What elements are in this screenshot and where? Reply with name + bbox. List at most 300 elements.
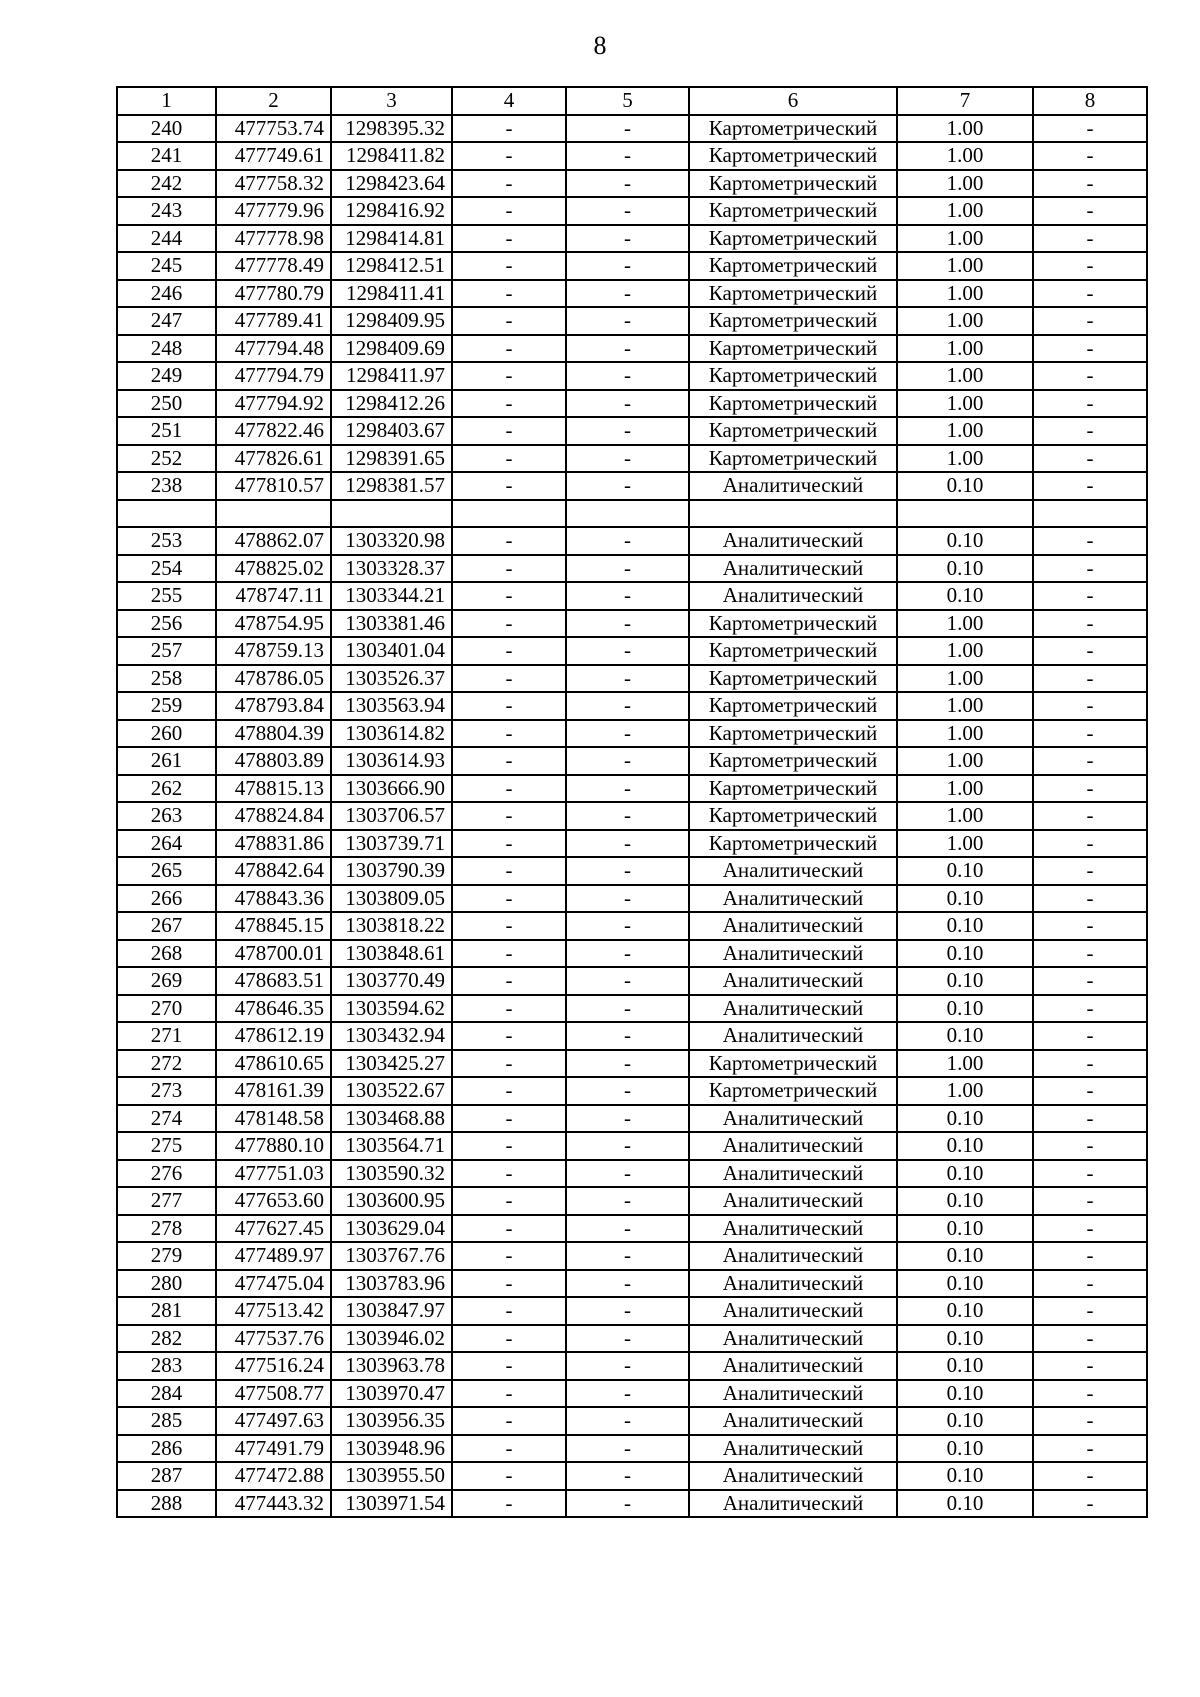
cell-method: Аналитический — [689, 1215, 897, 1243]
cell-col-8: - — [1033, 637, 1147, 665]
cell-x-coordinate: 478803.89 — [216, 747, 331, 775]
cell-y-coordinate: 1303614.82 — [331, 720, 452, 748]
cell-method: Аналитический — [689, 1407, 897, 1435]
cell-col-5: - — [566, 1160, 689, 1188]
cell-col-8: - — [1033, 1215, 1147, 1243]
cell-method: Аналитический — [689, 1380, 897, 1408]
cell-point-number: 274 — [117, 1105, 216, 1133]
cell-x-coordinate: 478700.01 — [216, 940, 331, 968]
cell-col-8: - — [1033, 1297, 1147, 1325]
cell-col-5: - — [566, 857, 689, 885]
cell-col-4: - — [452, 582, 566, 610]
cell-col-8: - — [1033, 967, 1147, 995]
table-row — [117, 472, 1147, 500]
cell-x-coordinate: 478161.39 — [216, 1077, 331, 1105]
cell-col-8: - — [1033, 857, 1147, 885]
cell-col-5: - — [566, 912, 689, 940]
cell-point-number: 253 — [117, 527, 216, 555]
cell-col-5: - — [566, 692, 689, 720]
cell-col-8: - — [1033, 170, 1147, 198]
cell-col-8: - — [1033, 1050, 1147, 1078]
header-cell-col-4: 4 — [452, 87, 566, 115]
cell-y-coordinate: 1303739.71 — [331, 830, 452, 858]
cell-col-8: - — [1033, 280, 1147, 308]
cell-col-8: - — [1033, 747, 1147, 775]
cell-y-coordinate: 1298412.26 — [331, 390, 452, 418]
cell-point-number: 238 — [117, 472, 216, 500]
cell-col-4: - — [452, 857, 566, 885]
cell-col-4: - — [452, 1380, 566, 1408]
cell-point-number: 261 — [117, 747, 216, 775]
cell-col-5: - — [566, 280, 689, 308]
cell-x-coordinate: 477475.04 — [216, 1270, 331, 1298]
cell-point-number: 271 — [117, 1022, 216, 1050]
cell-x-coordinate: 478842.64 — [216, 857, 331, 885]
cell-point-number: 286 — [117, 1435, 216, 1463]
cell-y-coordinate: 1298416.92 — [331, 197, 452, 225]
cell-accuracy: 1.00 — [897, 362, 1033, 390]
cell-col-5: - — [566, 665, 689, 693]
cell-col-4: - — [452, 1462, 566, 1490]
cell-accuracy: 1.00 — [897, 307, 1033, 335]
table-row — [117, 637, 1147, 665]
cell-y-coordinate: 1303629.04 — [331, 1215, 452, 1243]
table-row — [117, 1380, 1147, 1408]
cell-method: Аналитический — [689, 1325, 897, 1353]
cell-y-coordinate: 1303847.97 — [331, 1297, 452, 1325]
cell-x-coordinate: 478831.86 — [216, 830, 331, 858]
cell-y-coordinate: 1303522.67 — [331, 1077, 452, 1105]
header-cell-point-number: 1 — [117, 87, 216, 115]
cell-y-coordinate: 1303783.96 — [331, 1270, 452, 1298]
cell-col-4: - — [452, 225, 566, 253]
cell-point-number: 247 — [117, 307, 216, 335]
cell-accuracy: 1.00 — [897, 445, 1033, 473]
table-row — [117, 967, 1147, 995]
cell-col-4: - — [452, 1105, 566, 1133]
cell-col-5: - — [566, 940, 689, 968]
cell-accuracy — [897, 500, 1033, 528]
cell-y-coordinate: 1298409.95 — [331, 307, 452, 335]
cell-col-4: - — [452, 885, 566, 913]
table-row — [117, 830, 1147, 858]
cell-method: Аналитический — [689, 1242, 897, 1270]
cell-col-5: - — [566, 142, 689, 170]
cell-col-4: - — [452, 1490, 566, 1518]
cell-method: Картометрический — [689, 775, 897, 803]
cell-method: Аналитический — [689, 1435, 897, 1463]
table-row — [117, 1352, 1147, 1380]
cell-method: Картометрический — [689, 197, 897, 225]
cell-accuracy: 0.10 — [897, 1407, 1033, 1435]
cell-accuracy: 1.00 — [897, 390, 1033, 418]
cell-col-5: - — [566, 225, 689, 253]
table-row — [117, 362, 1147, 390]
cell-col-4: - — [452, 912, 566, 940]
cell-method: Картометрический — [689, 417, 897, 445]
cell-col-4: - — [452, 1435, 566, 1463]
cell-x-coordinate: 478612.19 — [216, 1022, 331, 1050]
cell-col-8: - — [1033, 1270, 1147, 1298]
cell-y-coordinate: 1303809.05 — [331, 885, 452, 913]
cell-point-number: 263 — [117, 802, 216, 830]
cell-accuracy: 1.00 — [897, 1050, 1033, 1078]
table-row — [117, 527, 1147, 555]
cell-col-8: - — [1033, 775, 1147, 803]
cell-col-8: - — [1033, 1187, 1147, 1215]
table-row — [117, 1407, 1147, 1435]
cell-col-5: - — [566, 1022, 689, 1050]
cell-y-coordinate: 1298412.51 — [331, 252, 452, 280]
cell-point-number: 288 — [117, 1490, 216, 1518]
table-row — [117, 1462, 1147, 1490]
cell-y-coordinate: 1298411.97 — [331, 362, 452, 390]
cell-point-number: 266 — [117, 885, 216, 913]
table-row — [117, 1490, 1147, 1518]
header-cell-col-8: 8 — [1033, 87, 1147, 115]
cell-x-coordinate: 478610.65 — [216, 1050, 331, 1078]
cell-point-number: 243 — [117, 197, 216, 225]
table-row — [117, 252, 1147, 280]
cell-method: Аналитический — [689, 1132, 897, 1160]
cell-col-4: - — [452, 280, 566, 308]
cell-x-coordinate: 477810.57 — [216, 472, 331, 500]
cell-col-4: - — [452, 1297, 566, 1325]
cell-point-number: 278 — [117, 1215, 216, 1243]
table-row — [117, 610, 1147, 638]
table-row — [117, 115, 1147, 143]
cell-point-number: 264 — [117, 830, 216, 858]
cell-col-4: - — [452, 1215, 566, 1243]
cell-y-coordinate: 1303526.37 — [331, 665, 452, 693]
table-row — [117, 1325, 1147, 1353]
cell-col-4: - — [452, 665, 566, 693]
cell-col-8: - — [1033, 445, 1147, 473]
cell-accuracy: 1.00 — [897, 802, 1033, 830]
cell-x-coordinate: 478683.51 — [216, 967, 331, 995]
cell-col-4: - — [452, 967, 566, 995]
cell-point-number: 277 — [117, 1187, 216, 1215]
cell-point-number: 262 — [117, 775, 216, 803]
cell-col-5: - — [566, 1325, 689, 1353]
table-row — [117, 1160, 1147, 1188]
cell-y-coordinate: 1303594.62 — [331, 995, 452, 1023]
cell-accuracy: 0.10 — [897, 1215, 1033, 1243]
cell-col-5: - — [566, 1132, 689, 1160]
cell-x-coordinate: 477753.74 — [216, 115, 331, 143]
cell-y-coordinate: 1303948.96 — [331, 1435, 452, 1463]
cell-x-coordinate: 477513.42 — [216, 1297, 331, 1325]
table-row — [117, 582, 1147, 610]
cell-method: Картометрический — [689, 445, 897, 473]
table-row — [117, 1077, 1147, 1105]
cell-y-coordinate: 1303956.35 — [331, 1407, 452, 1435]
cell-col-5: - — [566, 390, 689, 418]
cell-col-8: - — [1033, 1022, 1147, 1050]
cell-accuracy: 1.00 — [897, 335, 1033, 363]
cell-col-4: - — [452, 335, 566, 363]
cell-y-coordinate: 1303600.95 — [331, 1187, 452, 1215]
cell-col-5: - — [566, 555, 689, 583]
cell-x-coordinate: 477508.77 — [216, 1380, 331, 1408]
cell-col-5: - — [566, 1187, 689, 1215]
table-row — [117, 1187, 1147, 1215]
cell-col-4: - — [452, 1187, 566, 1215]
cell-point-number: 276 — [117, 1160, 216, 1188]
cell-col-5: - — [566, 637, 689, 665]
cell-accuracy: 1.00 — [897, 747, 1033, 775]
cell-accuracy: 1.00 — [897, 417, 1033, 445]
cell-accuracy: 0.10 — [897, 1435, 1033, 1463]
table-row — [117, 1297, 1147, 1325]
table-row — [117, 720, 1147, 748]
cell-accuracy: 0.10 — [897, 472, 1033, 500]
cell-col-4: - — [452, 1325, 566, 1353]
cell-x-coordinate: 477627.45 — [216, 1215, 331, 1243]
cell-point-number: 246 — [117, 280, 216, 308]
cell-x-coordinate: 477758.32 — [216, 170, 331, 198]
cell-col-8: - — [1033, 335, 1147, 363]
cell-x-coordinate: 478862.07 — [216, 527, 331, 555]
cell-point-number — [117, 500, 216, 528]
cell-x-coordinate: 478759.13 — [216, 637, 331, 665]
cell-col-4: - — [452, 307, 566, 335]
cell-y-coordinate: 1303614.93 — [331, 747, 452, 775]
table-row — [117, 280, 1147, 308]
cell-accuracy: 1.00 — [897, 610, 1033, 638]
table-row — [117, 940, 1147, 968]
table-row — [117, 417, 1147, 445]
cell-col-8: - — [1033, 142, 1147, 170]
cell-col-8: - — [1033, 1160, 1147, 1188]
cell-col-4: - — [452, 142, 566, 170]
table-row — [117, 912, 1147, 940]
cell-method: Аналитический — [689, 940, 897, 968]
table-row — [117, 1105, 1147, 1133]
cell-x-coordinate: 477826.61 — [216, 445, 331, 473]
cell-x-coordinate: 477472.88 — [216, 1462, 331, 1490]
cell-col-5: - — [566, 1490, 689, 1518]
cell-col-4: - — [452, 1132, 566, 1160]
cell-col-5: - — [566, 775, 689, 803]
cell-x-coordinate: 477789.41 — [216, 307, 331, 335]
cell-col-8: - — [1033, 692, 1147, 720]
cell-accuracy: 0.10 — [897, 527, 1033, 555]
cell-point-number: 279 — [117, 1242, 216, 1270]
cell-accuracy: 1.00 — [897, 637, 1033, 665]
table-row — [117, 1270, 1147, 1298]
cell-col-4: - — [452, 802, 566, 830]
cell-col-5: - — [566, 720, 689, 748]
cell-col-4: - — [452, 610, 566, 638]
cell-accuracy: 0.10 — [897, 857, 1033, 885]
cell-col-8: - — [1033, 720, 1147, 748]
cell-method: Аналитический — [689, 995, 897, 1023]
cell-col-5: - — [566, 1242, 689, 1270]
cell-y-coordinate: 1303848.61 — [331, 940, 452, 968]
cell-point-number: 248 — [117, 335, 216, 363]
cell-point-number: 265 — [117, 857, 216, 885]
cell-x-coordinate: 478804.39 — [216, 720, 331, 748]
cell-method: Аналитический — [689, 967, 897, 995]
cell-point-number: 242 — [117, 170, 216, 198]
cell-col-8: - — [1033, 940, 1147, 968]
cell-method: Аналитический — [689, 1160, 897, 1188]
cell-x-coordinate: 477516.24 — [216, 1352, 331, 1380]
cell-accuracy: 0.10 — [897, 1022, 1033, 1050]
cell-col-8: - — [1033, 225, 1147, 253]
cell-col-5: - — [566, 747, 689, 775]
cell-col-8: - — [1033, 995, 1147, 1023]
cell-x-coordinate: 477822.46 — [216, 417, 331, 445]
cell-x-coordinate: 478845.15 — [216, 912, 331, 940]
cell-y-coordinate — [331, 500, 452, 528]
cell-accuracy: 0.10 — [897, 1187, 1033, 1215]
cell-col-8: - — [1033, 802, 1147, 830]
cell-y-coordinate: 1303963.78 — [331, 1352, 452, 1380]
cell-col-8: - — [1033, 665, 1147, 693]
cell-x-coordinate: 477497.63 — [216, 1407, 331, 1435]
table-row — [117, 555, 1147, 583]
cell-x-coordinate: 478793.84 — [216, 692, 331, 720]
cell-col-4: - — [452, 555, 566, 583]
header-cell-col-5: 5 — [566, 87, 689, 115]
table-row — [117, 747, 1147, 775]
cell-method: Аналитический — [689, 885, 897, 913]
cell-col-5: - — [566, 995, 689, 1023]
header-cell-accuracy: 7 — [897, 87, 1033, 115]
table-row — [117, 1242, 1147, 1270]
cell-col-4: - — [452, 115, 566, 143]
cell-method: Аналитический — [689, 1187, 897, 1215]
cell-accuracy: 0.10 — [897, 1105, 1033, 1133]
cell-y-coordinate: 1303344.21 — [331, 582, 452, 610]
cell-method: Картометрический — [689, 362, 897, 390]
cell-accuracy: 1.00 — [897, 225, 1033, 253]
cell-accuracy: 1.00 — [897, 280, 1033, 308]
cell-col-5: - — [566, 1380, 689, 1408]
cell-col-8: - — [1033, 1077, 1147, 1105]
table-row — [117, 225, 1147, 253]
cell-accuracy: 0.10 — [897, 995, 1033, 1023]
cell-point-number: 287 — [117, 1462, 216, 1490]
cell-accuracy: 0.10 — [897, 582, 1033, 610]
cell-x-coordinate: 478786.05 — [216, 665, 331, 693]
cell-point-number: 275 — [117, 1132, 216, 1160]
cell-method: Аналитический — [689, 857, 897, 885]
cell-point-number: 282 — [117, 1325, 216, 1353]
cell-x-coordinate: 478815.13 — [216, 775, 331, 803]
cell-col-8: - — [1033, 1105, 1147, 1133]
cell-col-4: - — [452, 1352, 566, 1380]
cell-accuracy: 0.10 — [897, 1325, 1033, 1353]
cell-col-5: - — [566, 115, 689, 143]
table-row — [117, 445, 1147, 473]
cell-method: Картометрический — [689, 692, 897, 720]
cell-x-coordinate: 477794.48 — [216, 335, 331, 363]
cell-point-number: 255 — [117, 582, 216, 610]
cell-point-number: 280 — [117, 1270, 216, 1298]
cell-x-coordinate: 478148.58 — [216, 1105, 331, 1133]
cell-method: Картометрический — [689, 170, 897, 198]
cell-y-coordinate: 1303401.04 — [331, 637, 452, 665]
cell-method: Аналитический — [689, 1022, 897, 1050]
cell-col-4: - — [452, 390, 566, 418]
table-row — [117, 500, 1147, 528]
cell-y-coordinate: 1298414.81 — [331, 225, 452, 253]
table-row — [117, 335, 1147, 363]
cell-col-8: - — [1033, 912, 1147, 940]
cell-point-number: 249 — [117, 362, 216, 390]
cell-x-coordinate: 477779.96 — [216, 197, 331, 225]
cell-point-number: 269 — [117, 967, 216, 995]
table-row — [117, 1435, 1147, 1463]
table-body — [117, 115, 1147, 1518]
cell-accuracy: 0.10 — [897, 1270, 1033, 1298]
cell-y-coordinate: 1298395.32 — [331, 115, 452, 143]
cell-point-number: 251 — [117, 417, 216, 445]
cell-y-coordinate: 1303767.76 — [331, 1242, 452, 1270]
table-row — [117, 197, 1147, 225]
cell-x-coordinate: 478646.35 — [216, 995, 331, 1023]
cell-x-coordinate: 477653.60 — [216, 1187, 331, 1215]
cell-col-8: - — [1033, 472, 1147, 500]
cell-y-coordinate: 1303328.37 — [331, 555, 452, 583]
cell-col-5: - — [566, 1462, 689, 1490]
cell-method: Аналитический — [689, 912, 897, 940]
cell-col-4: - — [452, 252, 566, 280]
cell-accuracy: 1.00 — [897, 830, 1033, 858]
cell-y-coordinate: 1303425.27 — [331, 1050, 452, 1078]
cell-col-4: - — [452, 775, 566, 803]
cell-accuracy: 0.10 — [897, 1352, 1033, 1380]
cell-col-5: - — [566, 830, 689, 858]
cell-x-coordinate: 477749.61 — [216, 142, 331, 170]
cell-col-8: - — [1033, 527, 1147, 555]
cell-method: Аналитический — [689, 1270, 897, 1298]
cell-method: Картометрический — [689, 665, 897, 693]
cell-point-number: 268 — [117, 940, 216, 968]
header-cell-x-coordinate: 2 — [216, 87, 331, 115]
cell-col-5 — [566, 500, 689, 528]
cell-accuracy: 0.10 — [897, 940, 1033, 968]
cell-col-5: - — [566, 170, 689, 198]
cell-accuracy: 0.10 — [897, 1132, 1033, 1160]
cell-col-8: - — [1033, 830, 1147, 858]
table-header-row — [117, 87, 1147, 115]
cell-accuracy: 1.00 — [897, 142, 1033, 170]
cell-col-8: - — [1033, 1352, 1147, 1380]
cell-col-4 — [452, 500, 566, 528]
cell-point-number: 273 — [117, 1077, 216, 1105]
cell-point-number: 270 — [117, 995, 216, 1023]
page-number: 8 — [593, 31, 607, 60]
cell-col-4: - — [452, 637, 566, 665]
cell-point-number: 272 — [117, 1050, 216, 1078]
cell-col-8: - — [1033, 1325, 1147, 1353]
cell-x-coordinate: 477794.79 — [216, 362, 331, 390]
cell-point-number: 241 — [117, 142, 216, 170]
cell-y-coordinate: 1298423.64 — [331, 170, 452, 198]
cell-col-4: - — [452, 170, 566, 198]
cell-x-coordinate: 477489.97 — [216, 1242, 331, 1270]
cell-y-coordinate: 1303946.02 — [331, 1325, 452, 1353]
table-row — [117, 1050, 1147, 1078]
cell-accuracy: 0.10 — [897, 1380, 1033, 1408]
table-row — [117, 1022, 1147, 1050]
cell-y-coordinate: 1303320.98 — [331, 527, 452, 555]
cell-col-8: - — [1033, 1380, 1147, 1408]
